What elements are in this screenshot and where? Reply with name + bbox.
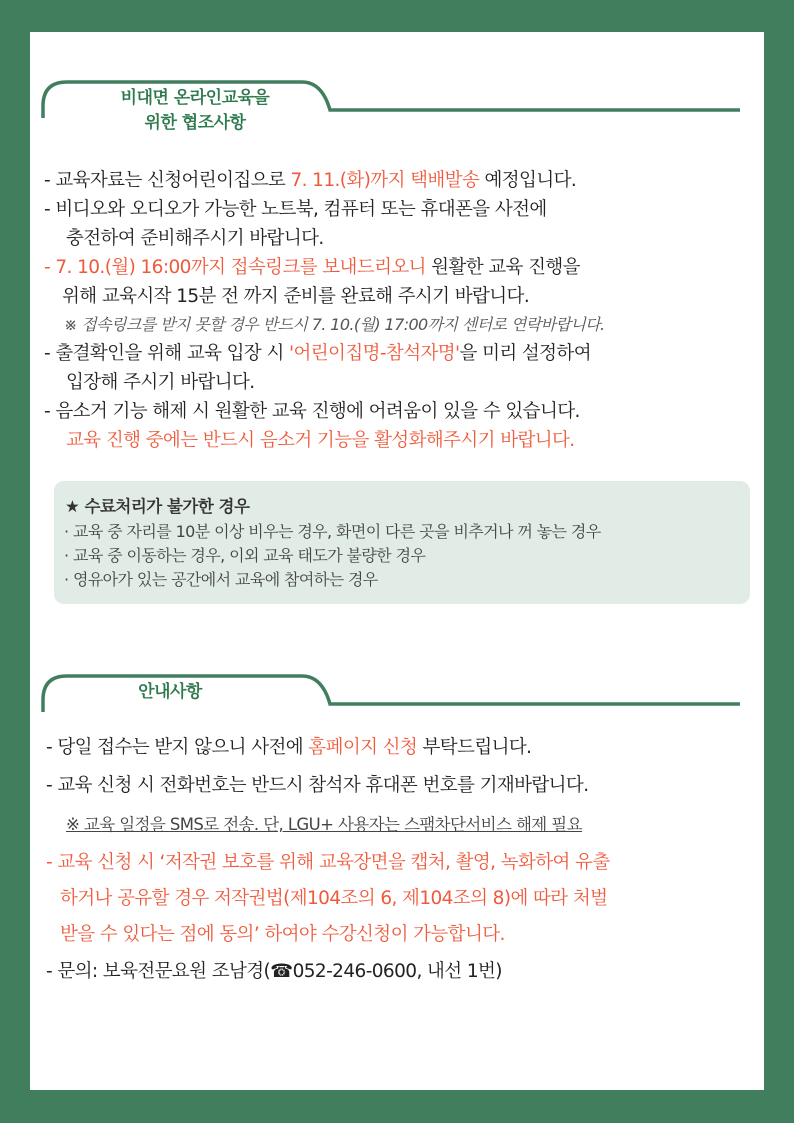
list-item: - 문의: 보육전문요원 조남경(☎052-246-0600, 내선 1번) [46, 961, 502, 982]
section1-header [40, 78, 740, 138]
list-item-continuation: 위해 교육시작 15분 전 까지 준비를 완료해 주시기 바랍니다. [62, 286, 530, 307]
list-item: - 7. 10.(월) 16:00까지 접속링크를 보내드리오니 원활한 교육 진행을 [44, 257, 580, 278]
section2-title: 안내사항 [138, 682, 202, 702]
list-item: - 음소거 기능 해제 시 원활한 교육 진행에 어려움이 있을 수 있습니다. [44, 401, 580, 422]
section1-title [60, 86, 330, 136]
notice-box-item: · 교육 중 이동하는 경우, 이외 교육 태도가 불량한 경우 [64, 546, 426, 565]
notice-box-title: ★ 수료처리가 불가한 경우 [65, 497, 250, 516]
highlight-text: '어린이집명-참석자명' [289, 343, 460, 364]
list-item: - 출결확인을 위해 교육 입장 시 '어린이집명-참석자명'을 미리 설정하여 [44, 343, 591, 364]
section2-header [40, 672, 740, 712]
list-item-continuation: 하거나 공유할 경우 저작권법(제104조의 6, 제104조의 8)에 따라 처벌 [60, 888, 608, 909]
highlight-text: 홈페이지 신청 [308, 737, 418, 758]
list-note: ※ 교육 일정을 SMS로 전송. 단, LGU+ 사용자는 스팸차단서비스 해제 필요 [66, 815, 582, 834]
page [30, 32, 764, 1090]
list-item: - 교육 신청 시 ‘저작권 보호를 위해 교육장면을 캡처, 촬영, 녹화하여 유출 [46, 852, 610, 873]
list-item: - 교육 신청 시 전화번호는 반드시 참석자 휴대폰 번호를 기재바랍니다. [46, 775, 589, 796]
highlight-text: 7. 11.(화)까지 택배발송 [290, 170, 480, 191]
highlight-text: - 7. 10.(월) 16:00까지 접속링크를 보내드리오니 [44, 257, 426, 278]
notice-box-item: · 영유아가 있는 공간에서 교육에 참여하는 경우 [64, 570, 378, 589]
list-item-continuation: 받을 수 있다는 점에 동의’ 하여야 수강신청이 가능합니다. [60, 924, 505, 945]
section1-title-line2: 위한 협조사항 [144, 113, 246, 133]
section1-title-line1: 비대면 온라인교육을 [120, 88, 270, 108]
notice-box [54, 481, 750, 604]
list-item-continuation: 교육 진행 중에는 반드시 음소거 기능을 활성화해주시기 바랍니다. [66, 430, 575, 451]
list-item: - 당일 접수는 받지 않으니 사전에 홈페이지 신청 부탁드립니다. [46, 737, 532, 758]
list-item-continuation: 충전하여 준비해주시기 바랍니다. [66, 228, 324, 249]
list-item-continuation: 입장해 주시기 바랍니다. [66, 372, 255, 393]
list-item: - 비디오와 오디오가 가능한 노트북, 컴퓨터 또는 휴대폰을 사전에 [44, 199, 547, 220]
list-item: - 교육자료는 신청어린이집으로 7. 11.(화)까지 택배발송 예정입니다. [44, 170, 577, 191]
list-note: ※ 접속링크를 받지 못할 경우 반드시 7. 10.(월) 17:00까지 센터로 연락바랍니다. [64, 315, 605, 334]
notice-box-item: · 교육 중 자리를 10분 이상 비우는 경우, 화면이 다른 곳을 비추거나 꺼 놓는 경우 [64, 522, 601, 541]
